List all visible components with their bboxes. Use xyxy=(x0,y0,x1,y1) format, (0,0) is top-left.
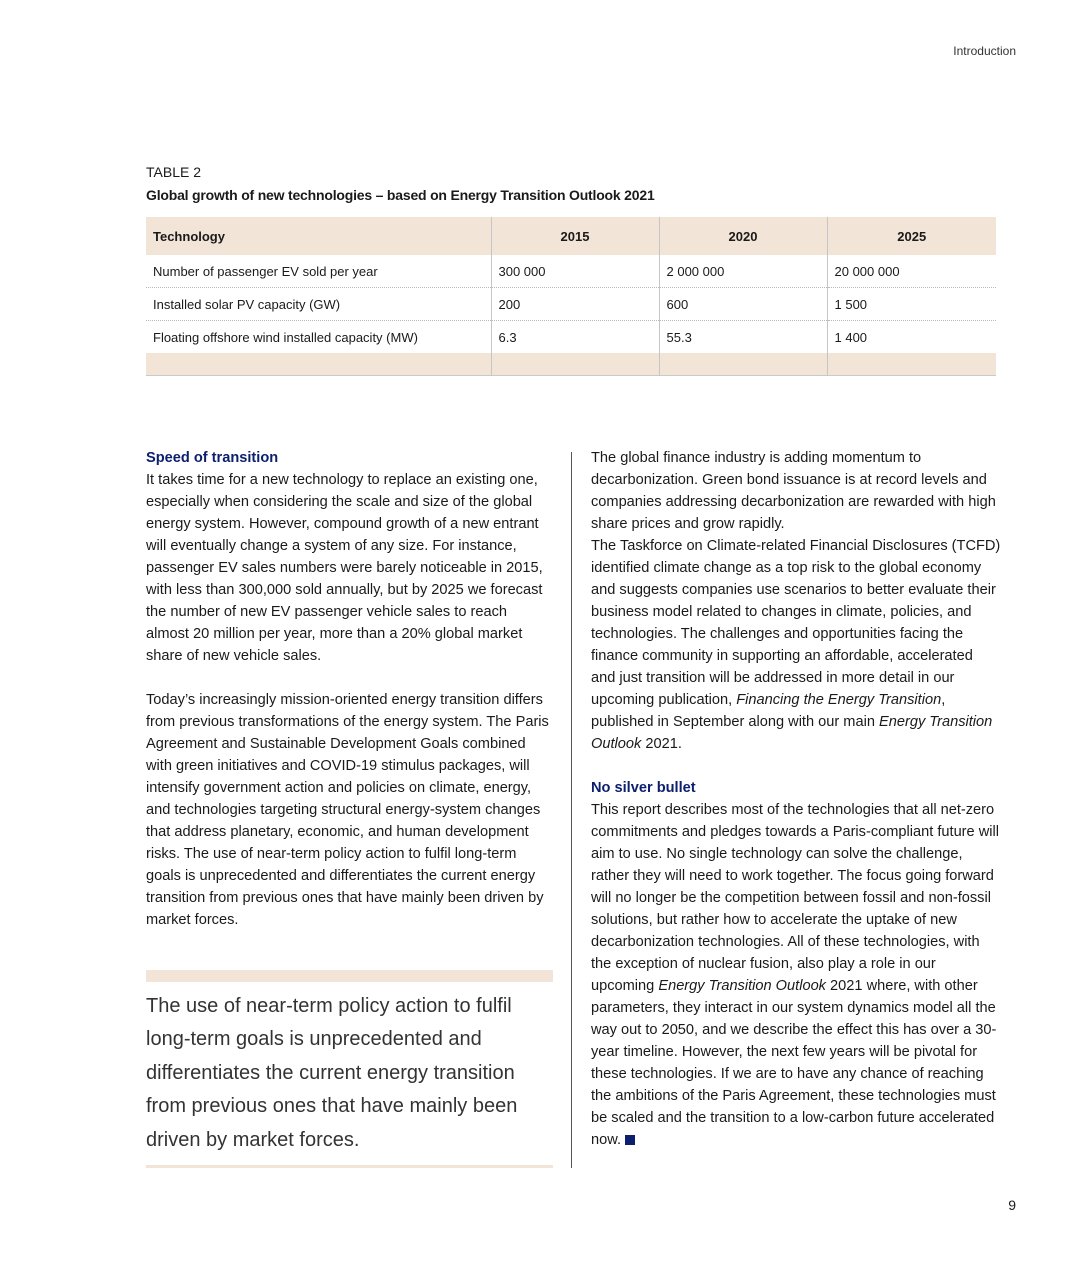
publication-title: Financing the Energy Transition xyxy=(736,692,942,708)
table-label: TABLE 2 xyxy=(146,164,201,180)
table-cell: 2 000 000 xyxy=(659,255,827,288)
publication-title: Energy Transition Outlook xyxy=(658,978,826,994)
pull-quote-bottom-bar xyxy=(146,1165,553,1168)
table-footer-cell xyxy=(827,353,996,376)
table-row xyxy=(146,288,996,321)
table-row xyxy=(146,255,996,288)
column-header: 2020 xyxy=(659,217,827,255)
table-cell: 20 000 000 xyxy=(827,255,996,288)
page-number: 9 xyxy=(1008,1197,1016,1213)
pull-quote-top-bar xyxy=(146,970,553,982)
table-footer-cell xyxy=(491,353,659,376)
table-cell: 200 xyxy=(491,288,659,321)
text-run: The Taskforce on Climate-related Financial Disclosures (TCFD) identified climate change as a top risk to the global economy and suggests companies use scenarios to better evaluate their business model related to changes in climate, policies, and technologies. The challenges and opportunities facing the finance community in supporting an affordable, accelerated and just transition will be addressed in more detail in our upcoming publication, xyxy=(591,538,1001,708)
table-cell: 6.3 xyxy=(491,321,659,354)
paragraph xyxy=(591,799,1001,1151)
left-column xyxy=(146,447,554,931)
table-footer-cell xyxy=(146,353,491,376)
column-header: 2025 xyxy=(827,217,996,255)
table-cell: Floating offshore wind installed capacity (MW) xyxy=(153,329,418,345)
text-run: , published in September along with our main xyxy=(591,692,946,730)
table-footer-row xyxy=(146,353,996,376)
table-cell: Number of passenger EV sold per year xyxy=(146,255,491,288)
table-cell: 1 400 xyxy=(827,321,996,354)
text-run: 2021. xyxy=(645,736,682,752)
text-run: 2021 where, with other parameters, they interact in our system dynamics model all the way out to 2050, and we describe the effect this has over a 30-year timeline. However, the next few years will be pivotal for these technologies. If we are to have any chance of reaching the ambitions of the Paris Agreement, these technologies must be scaled and the transition to a low-carbon future accelerated now. xyxy=(591,978,997,1148)
publication-title: Energy Transition Outlook xyxy=(591,714,993,752)
running-header: Introduction xyxy=(953,44,1016,58)
table-header-row xyxy=(146,217,996,255)
paragraph: It takes time for a new technology to replace an existing one, especially when considering the scale and size of the global energy system. However, compound growth of a new entrant will eventually change a system of any size. For instance, passenger EV sales numbers were barely noticeable in 2015, with less than 300,000 sold annually, but by 2025 we forecast the number of new EV passenger vehicle sales to reach almost 20 million per year, more than a 20% global market share of new vehicle sales. xyxy=(146,472,543,664)
paragraph: Today’s increasingly mission-oriented energy transition differs from previous transformations of the energy system. The Paris Agreement and Sustainable Development Goals combined with green initiatives and COVID-19 stimulus packages, will intensify government action and policies on climate, energy, and technologies targeting structural energy-system changes that address planetary, economic, and human development risks. The use of near-term policy action to fulfil long-term goals is unprecedented and differentiates the current energy transition from previous ones that have mainly been driven by market forces. xyxy=(146,692,549,928)
section-heading-speed-of-transition: Speed of transition xyxy=(146,450,279,466)
table-footer-cell xyxy=(659,353,827,376)
table-title: Global growth of new technologies – based on Energy Transition Outlook 2021 xyxy=(146,187,655,203)
table-cell: 1 500 xyxy=(827,288,996,321)
column-header: Technology xyxy=(146,217,491,255)
table-cell: Installed solar PV capacity (GW) xyxy=(146,288,491,321)
right-column xyxy=(591,447,1001,1151)
table-cell: 55.3 xyxy=(659,321,827,354)
table-cell: 300 000 xyxy=(491,255,659,288)
end-mark-icon xyxy=(625,1135,635,1145)
section-heading-no-silver-bullet: No silver bullet xyxy=(591,780,696,796)
paragraph xyxy=(591,535,1001,755)
table-row xyxy=(146,321,996,354)
table-cell: 600 xyxy=(659,288,827,321)
text-run: This report describes most of the technologies that all net-zero commitments and pledges towards a Paris-compliant future will aim to use. No single technology can solve the challenge, rather they will need to work together. The focus going forward will no longer be the competition between fossil and non-fossil solutions, but rather how to accelerate the uptake of new decarbonization technologies. All of these technologies, with the exception of nuclear fusion, also play a role in our upcoming xyxy=(591,802,999,994)
pull-quote: The use of near-term policy action to fulfil long-term goals is unprecedented and differentiates the current energy transition from previous ones that have mainly been driven by market forces. xyxy=(146,995,518,1151)
column-header: 2015 xyxy=(491,217,659,255)
technology-growth-table xyxy=(146,217,996,376)
paragraph: The global finance industry is adding momentum to decarbonization. Green bond issuance is at record levels and companies addressing decarbonization are rewarded with high share prices and grow rapidly. xyxy=(591,450,996,532)
column-divider xyxy=(571,452,572,1168)
